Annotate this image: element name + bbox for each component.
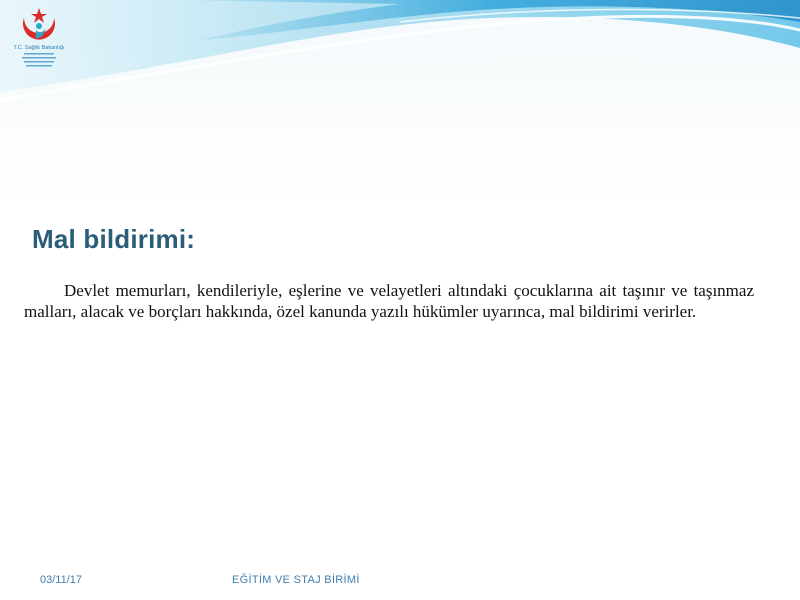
ministry-name: T.C. Sağlık Bakanlığı	[13, 45, 65, 51]
logo-subtext-line	[24, 61, 54, 63]
header-wave-decoration	[0, 0, 800, 110]
ministry-logo	[6, 4, 72, 70]
footer-unit-name: EĞİTİM VE STAJ BİRİMİ	[232, 574, 360, 586]
figure-head-icon	[36, 23, 42, 29]
slide-body-text: Devlet memurları, kendileriyle, eşlerine ve velayetleri altındaki çocuklarına ait taşınır ve taşınmaz malları, alacak ve borçları hakkında, özel kanunda yazılı hükümler uyarınca, mal bildirimi verirler.	[24, 281, 754, 321]
footer-date: 03/11/17	[40, 574, 83, 586]
logo-subtext-line	[26, 65, 52, 67]
logo-subtext-line	[22, 57, 56, 59]
logo-subtext-line	[24, 53, 54, 55]
star-icon	[31, 8, 47, 23]
slide-heading: Mal bildirimi:	[32, 224, 196, 254]
